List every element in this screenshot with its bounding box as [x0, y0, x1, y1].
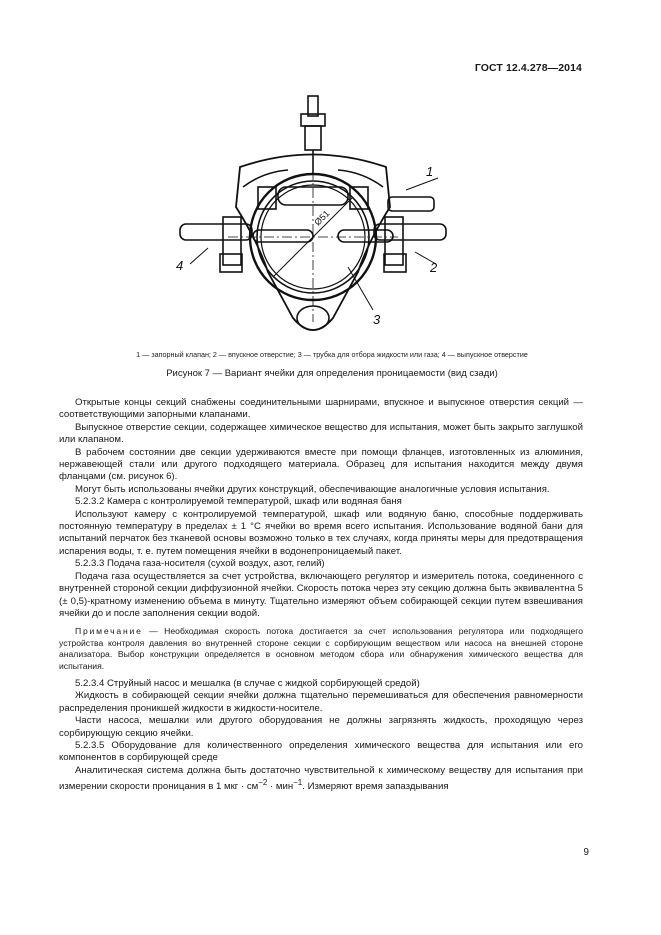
note: [59, 626, 583, 672]
section-heading: 5.2.3.3 Подача газа-носителя (сухой воздух, азот, гелий): [75, 558, 325, 570]
superscript: −1: [293, 778, 303, 788]
section-heading: 5.2.3.2 Камера с контролируемой температурой, шкаф или водяная баня: [75, 496, 402, 508]
paragraph: В рабочем состоянии две секции удерживаются вместе при помощи фланцев, изготовленных из алюминия, нержавеющей стали или другого подходящего материала. Образец для испытания находится между двумя фланцами (см. рисунок 6).: [59, 446, 583, 483]
paragraph: Открытые концы секций снабжены соединительными шарнирами, впускное и выпускное отверстия секций — соответствующими запорными клапанами.: [59, 397, 583, 421]
paragraph-text: . Измеряют время запаздывания: [302, 781, 449, 793]
paragraph: Используют камеру с контролируемой температурой, шкаф или водяную баню, способные поддерживать постоянную температуру в пределах ± 1 °С ячейки во время всего испытания. Использование водяной бани для испытаний перчаток без тканевой основы возможно только в тех случаях, когда приняты меры для предотвращения испарения воды, т. е. путем помещения ячейки в водонепроницаемый пакет.: [59, 508, 583, 557]
paragraph: Выпускное отверстие секции, содержащее химическое вещество для испытания, может быть закрыто заглушкой или клапаном.: [59, 421, 583, 446]
section-heading: 5.2.3.4 Струйный насос и мешалка (в случае с жидкой сорбирующей средой): [75, 677, 420, 689]
page-number: 9: [583, 847, 589, 858]
superscript: −2: [258, 778, 268, 788]
standard-header: ГОСТ 12.4.278—2014: [474, 62, 582, 74]
diameter-label: Ø51: [312, 208, 332, 228]
callout-4: 4: [176, 258, 184, 273]
paragraph: [59, 765, 583, 794]
paragraph-text: Аналитическая система должна быть достаточно чувствительной к химическому веществу для испытания при измерении скорости проницания в 1 мкг · см: [59, 764, 583, 793]
section-heading: 5.2.3.5 Оборудование для количественного определения химического вещества для испытания или его компонентов в сорбирующей среде: [59, 739, 583, 764]
cell-drawing-svg: [168, 92, 458, 350]
permeation-cell-drawing: [168, 92, 458, 350]
paragraph: Могут быть использованы ячейки других конструкций, обеспечивающие аналогичные условия испытания.: [75, 483, 550, 495]
callout-1: 1: [426, 164, 434, 179]
figure-legend: 1 — запорный клапан; 2 — впускное отверстие; 3 — трубка для отбора жидкости или газа; 4 — выпускное отверстие: [136, 350, 528, 359]
paragraph: Части насоса, мешалки или другого оборудования не должны загрязнять жидкость, проходящую через сорбирующую секцию ячейки.: [59, 715, 583, 739]
note-label: Примечание: [75, 626, 143, 637]
callout-2: 2: [430, 260, 438, 275]
paragraph: Жидкость в собирающей секции ячейки должна тщательно перемешиваться для обеспечения равномерности распределения проникшей жидкости в жидкости-носителе.: [59, 690, 583, 714]
body-text: [59, 389, 583, 794]
note-text: — Необходимая скорость потока достигается за счет использования регулятора или подходящего устройства контроля давления во внутренней стороне секции с сорбирующим веществом или насоса на внешней стороне анализатора. Выбор конструкции определяется в основном методом сбора или обнаружения химического вещества для испытания.: [59, 626, 584, 671]
paragraph: Подача газа осуществляется за счет устройства, включающего регулятор и измеритель потока, соединенного с внутренней стороной секции диффузионной ячейки. Скорость потока через эту секцию должна быть эквивалентна 5 (± 0,5)-кратному изменению объема в минуту. Тщательно измеряют объем собирающей секции путем взвешивания ячейки до и после заполнения секции водой.: [59, 570, 583, 619]
figure-caption: Рисунок 7 — Вариант ячейки для определения проницаемости (вид сзади): [166, 368, 498, 379]
callout-3: 3: [373, 312, 381, 327]
paragraph-text: · мин: [267, 781, 294, 793]
